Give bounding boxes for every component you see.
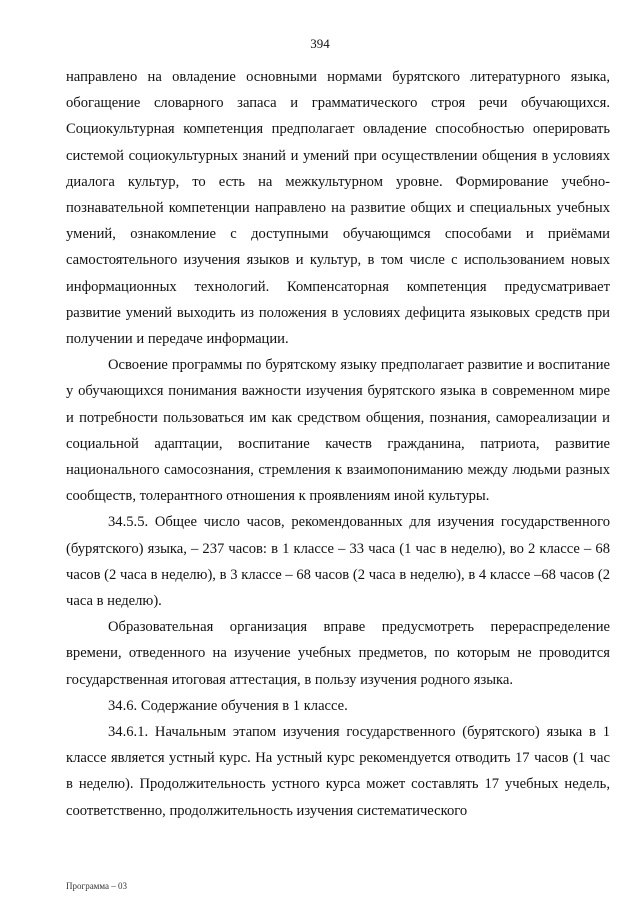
paragraph-redistribution: Образовательная организация вправе предусмотреть перераспределение времени, отведенного на изучение учебных предметов, по которым не проводится государственная итоговая аттестация, в пользу изучения родного языка. — [66, 619, 610, 688]
page-number: 394 — [310, 36, 330, 51]
paragraph-hours: 34.5.5. Общее число часов, рекомендованных для изучения государственного (бурятского) языка, – 237 часов: в 1 классе – 33 часа (1 час в неделю), во 2 классе – 68 часов (2 часа в неделю), в 3 классе – 68 часов (2 часа в неделю), в 4 классе –68 часов (2 часа в неделю). — [66, 514, 610, 610]
paragraph-competencies: направлено на овладение основными нормами бурятского литературного языка, обогащение словарного запаса и грамматического строя речи обучающихся. Социокультурная компетенция предполагает овладение способностью оперировать системой социокультурных знаний и умений при осуществлении общения в условиях диалога культур, то есть на межкультурном уровне. Формирование учебно-познавательной компетенции направлено на развитие общих и специальных учебных умений, ознакомление с доступными обучающимся способами и приёмами самостоятельного изучения языков и культур, в том числе с использованием новых информационных технологий. Компенсаторная компетенция предусматривает развитие умений выходить из положения в условиях дефицита языковых средств при получении и передаче информации. — [66, 69, 610, 348]
paragraph-oral-course: 34.6.1. Начальным этапом изучения государственного (бурятского) языка в 1 классе является устный курс. На устный курс рекомендуется отводить 17 часов (1 час в неделю). Продолжительность устного курса может составлять 17 учебных недель, соответственно, продолжительность изучения систематического — [66, 724, 610, 819]
document-body — [66, 64, 610, 824]
paragraph-program-goals: Освоение программы по бурятскому языку предполагает развитие и воспитание у обучающихся понимания важности изучения бурятского языка в современном мире и потребности пользоваться им как средством общения, познания, самореализации и социальной адаптации, воспитание качеств гражданина, патриота, развитие национального самосознания, стремления к взаимопониманию между людьми разных сообществ, толерантного отношения к проявлениям иной культуры. — [66, 357, 610, 505]
section-heading: 34.6. Содержание обучения в 1 классе. — [108, 697, 348, 714]
footer-program-label: Программа – 03 — [66, 881, 128, 891]
